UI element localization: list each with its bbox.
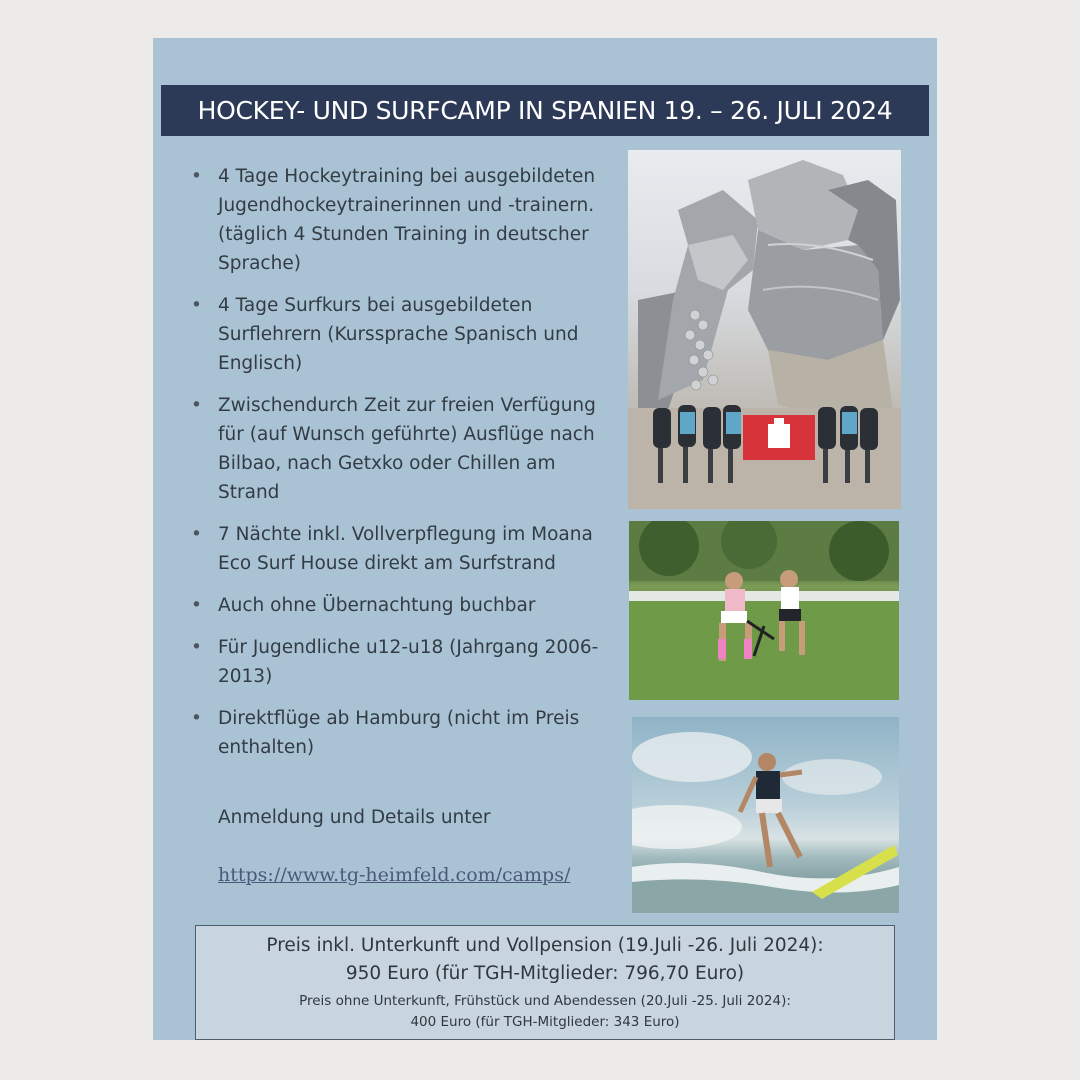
price-amount-partial: 400 Euro (für TGH-Mitglieder: 343 Euro) — [410, 1014, 680, 1030]
price-amount-full: 950 Euro (für TGH-Mitglieder: 796,70 Euro) — [345, 963, 745, 984]
feature-item: • 7 Nächte inkl. Vollverpflegung im Moana Eco Surf House direkt am Surfstrand — [191, 520, 611, 578]
price-line-partial: Preis ohne Unterkunft, Frühstück und Abendessen (20.Juli -25. Juli 2024): — [299, 993, 791, 1009]
feature-item: • 4 Tage Hockeytraining bei ausgebildeten Jugendhockeytrainerinnen und -trainern. (täglich 4 Stunden Training in deutscher Sprache) — [191, 162, 611, 278]
museum-group-photo — [628, 150, 901, 509]
feature-item: • 4 Tage Surfkurs bei ausgebildeten Surflehrern (Kurssprache Spanisch und Englisch) — [191, 291, 611, 378]
surf-photo — [632, 717, 899, 913]
feature-item: • Direktflüge ab Hamburg (nicht im Preis enthalten) — [191, 704, 611, 762]
feature-list — [191, 162, 611, 775]
surf-illustration — [632, 717, 899, 913]
hockey-photo — [629, 521, 899, 700]
price-box — [195, 925, 895, 1040]
price-line-full: Preis inkl. Unterkunft und Vollpension (19.Juli -26. Juli 2024): — [266, 935, 824, 956]
camps-link[interactable]: https://www.tg-heimfeld.com/camps/ — [218, 864, 571, 886]
feature-item: • Auch ohne Übernachtung buchbar — [191, 591, 611, 620]
feature-item: • Zwischendurch Zeit zur freien Verfügung für (auf Wunsch geführte) Ausflüge nach Bilbao, nach Getxko oder Chillen am Strand — [191, 391, 611, 507]
feature-item: • Für Jugendliche u12-u18 (Jahrgang 2006-2013) — [191, 633, 611, 691]
flyer-page — [153, 38, 937, 1040]
museum-group-illustration — [628, 150, 901, 509]
signup-text: Anmeldung und Details unter — [218, 807, 491, 828]
flyer-title: HOCKEY- UND SURFCAMP IN SPANIEN 19. – 26. JULI 2024 — [161, 85, 929, 136]
hockey-illustration — [629, 521, 899, 700]
